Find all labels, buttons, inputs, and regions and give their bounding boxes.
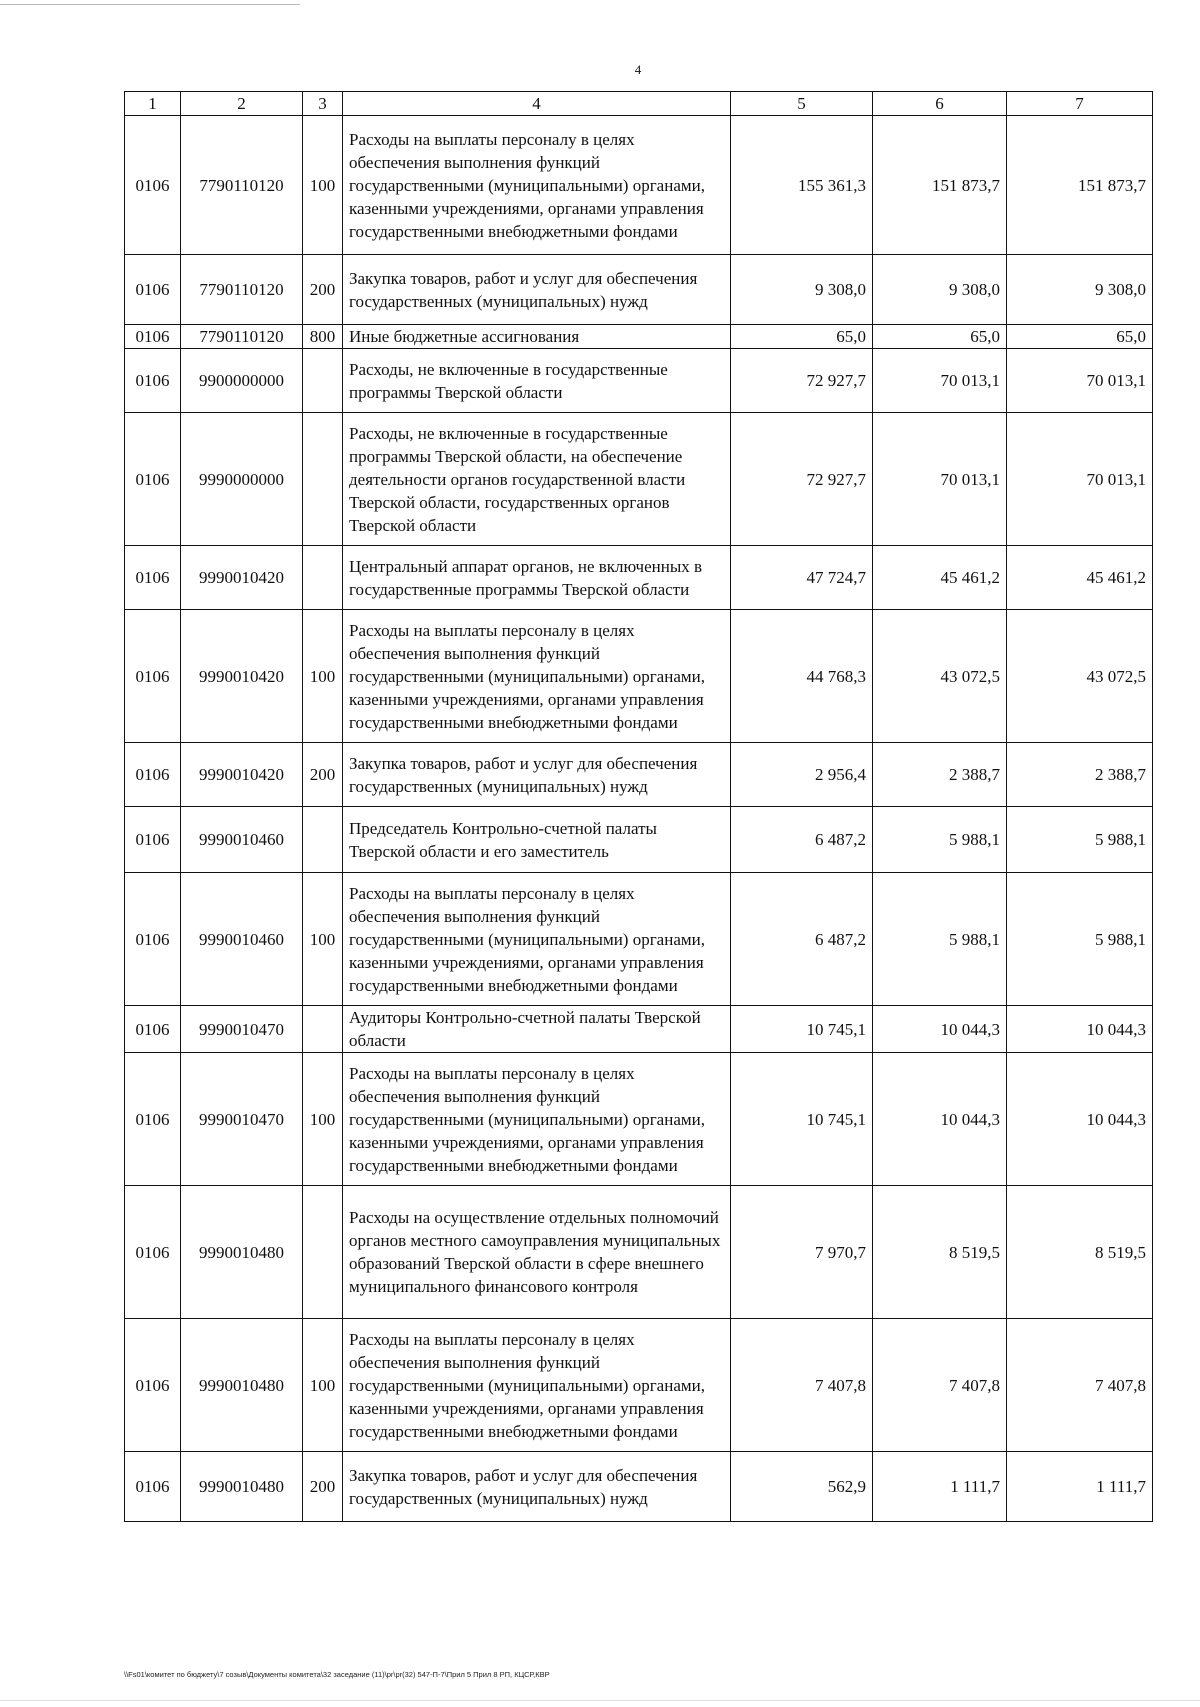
cell-amount-col-5: 47 724,7 [731, 546, 873, 610]
table-row [125, 116, 1153, 255]
cell-description: Расходы на выплаты персоналу в целях обеспечения выполнения функций государственными (муниципальными) органами, казенными учреждениями, органами управления государственными внебюджетными фондами [343, 873, 731, 1006]
cell-amount-col-6: 2 388,7 [873, 743, 1007, 807]
scan-artifact-bottom [0, 1700, 1200, 1701]
cell-amount-col-6: 10 044,3 [873, 1006, 1007, 1053]
cell-target-article-code: 9990010460 [181, 807, 303, 873]
cell-expense-type-code [303, 807, 343, 873]
table-row [125, 743, 1153, 807]
cell-target-article-code: 9990010470 [181, 1053, 303, 1186]
cell-target-article-code: 9990010480 [181, 1452, 303, 1522]
cell-amount-col-6: 151 873,7 [873, 116, 1007, 255]
cell-expense-type-code: 200 [303, 743, 343, 807]
cell-amount-col-5: 6 487,2 [731, 807, 873, 873]
cell-amount-col-7: 70 013,1 [1007, 349, 1153, 413]
cell-section-code: 0106 [125, 413, 181, 546]
cell-expense-type-code: 100 [303, 873, 343, 1006]
header-col-4: 4 [343, 92, 731, 116]
scan-artifact-top [0, 4, 300, 5]
cell-amount-col-5: 44 768,3 [731, 610, 873, 743]
cell-amount-col-6: 70 013,1 [873, 349, 1007, 413]
cell-section-code: 0106 [125, 1452, 181, 1522]
header-row [125, 92, 1153, 116]
table-row [125, 1452, 1153, 1522]
cell-description: Расходы на выплаты персоналу в целях обеспечения выполнения функций государственными (муниципальными) органами, казенными учреждениями, органами управления государственными внебюджетными фондами [343, 1053, 731, 1186]
cell-section-code: 0106 [125, 349, 181, 413]
cell-amount-col-5: 65,0 [731, 325, 873, 349]
footer-file-path: \\Fs01\комитет по бюджету\7 созыв\Документы комитета\32 заседание (11)\pr\pr(32) 547-П-7\Прил 5 Прил 8 РП, КЦСР,КВР [124, 1670, 550, 1679]
table-row [125, 1186, 1153, 1319]
cell-amount-col-5: 72 927,7 [731, 413, 873, 546]
table-body [125, 116, 1153, 1522]
cell-description: Расходы на выплаты персоналу в целях обеспечения выполнения функций государственными (муниципальными) органами, казенными учреждениями, органами управления государственными внебюджетными фондами [343, 1319, 731, 1452]
cell-amount-col-7: 70 013,1 [1007, 413, 1153, 546]
cell-amount-col-7: 1 111,7 [1007, 1452, 1153, 1522]
cell-amount-col-6: 45 461,2 [873, 546, 1007, 610]
cell-amount-col-7: 10 044,3 [1007, 1053, 1153, 1186]
table-row [125, 546, 1153, 610]
table-row [125, 873, 1153, 1006]
cell-section-code: 0106 [125, 1319, 181, 1452]
cell-expense-type-code: 200 [303, 255, 343, 325]
cell-section-code: 0106 [125, 255, 181, 325]
cell-amount-col-5: 7 970,7 [731, 1186, 873, 1319]
cell-section-code: 0106 [125, 1053, 181, 1186]
header-col-3: 3 [303, 92, 343, 116]
cell-amount-col-6: 1 111,7 [873, 1452, 1007, 1522]
cell-expense-type-code [303, 1006, 343, 1053]
cell-target-article-code: 9990010470 [181, 1006, 303, 1053]
table-row [125, 1319, 1153, 1452]
cell-amount-col-7: 45 461,2 [1007, 546, 1153, 610]
cell-expense-type-code: 800 [303, 325, 343, 349]
cell-expense-type-code: 100 [303, 610, 343, 743]
cell-section-code: 0106 [125, 873, 181, 1006]
cell-amount-col-5: 72 927,7 [731, 349, 873, 413]
cell-amount-col-5: 7 407,8 [731, 1319, 873, 1452]
cell-amount-col-5: 10 745,1 [731, 1006, 873, 1053]
table-row [125, 610, 1153, 743]
cell-section-code: 0106 [125, 1186, 181, 1319]
cell-expense-type-code [303, 1186, 343, 1319]
table-row [125, 1053, 1153, 1186]
cell-description: Расходы на выплаты персоналу в целях обеспечения выполнения функций государственными (муниципальными) органами, казенными учреждениями, органами управления государственными внебюджетными фондами [343, 116, 731, 255]
cell-description: Расходы, не включенные в государственные программы Тверской области [343, 349, 731, 413]
cell-expense-type-code [303, 349, 343, 413]
cell-target-article-code: 9990010480 [181, 1186, 303, 1319]
cell-target-article-code: 9990010480 [181, 1319, 303, 1452]
cell-target-article-code: 9990010420 [181, 546, 303, 610]
cell-expense-type-code: 100 [303, 1053, 343, 1186]
cell-section-code: 0106 [125, 1006, 181, 1053]
cell-amount-col-6: 43 072,5 [873, 610, 1007, 743]
cell-description: Расходы на осуществление отдельных полномочий органов местного самоуправления муниципальных образований Тверской области в сфере внешнего муниципального финансового контроля [343, 1186, 731, 1319]
cell-description: Закупка товаров, работ и услуг для обеспечения государственных (муниципальных) нужд [343, 1452, 731, 1522]
table-row [125, 349, 1153, 413]
cell-amount-col-6: 10 044,3 [873, 1053, 1007, 1186]
cell-expense-type-code: 100 [303, 1319, 343, 1452]
cell-amount-col-5: 6 487,2 [731, 873, 873, 1006]
cell-amount-col-7: 5 988,1 [1007, 873, 1153, 1006]
cell-section-code: 0106 [125, 610, 181, 743]
cell-amount-col-6: 65,0 [873, 325, 1007, 349]
cell-description: Иные бюджетные ассигнования [343, 325, 731, 349]
cell-target-article-code: 9990010460 [181, 873, 303, 1006]
cell-amount-col-6: 70 013,1 [873, 413, 1007, 546]
cell-amount-col-7: 151 873,7 [1007, 116, 1153, 255]
cell-description: Расходы, не включенные в государственные программы Тверской области, на обеспечение деятельности органов государственной власти Тверской области, государственных органов Тверской области [343, 413, 731, 546]
cell-amount-col-5: 562,9 [731, 1452, 873, 1522]
cell-description: Аудиторы Контрольно-счетной палаты Тверской области [343, 1006, 731, 1053]
budget-table [124, 91, 1153, 1522]
cell-expense-type-code [303, 413, 343, 546]
cell-amount-col-7: 5 988,1 [1007, 807, 1153, 873]
cell-target-article-code: 9990010420 [181, 610, 303, 743]
cell-amount-col-5: 2 956,4 [731, 743, 873, 807]
cell-target-article-code: 9990000000 [181, 413, 303, 546]
cell-amount-col-6: 5 988,1 [873, 807, 1007, 873]
cell-amount-col-6: 8 519,5 [873, 1186, 1007, 1319]
cell-target-article-code: 9900000000 [181, 349, 303, 413]
cell-description: Председатель Контрольно-счетной палаты Тверской области и его заместитель [343, 807, 731, 873]
cell-target-article-code: 7790110120 [181, 116, 303, 255]
cell-amount-col-5: 155 361,3 [731, 116, 873, 255]
header-col-2: 2 [181, 92, 303, 116]
cell-amount-col-7: 2 388,7 [1007, 743, 1153, 807]
header-col-7: 7 [1007, 92, 1153, 116]
cell-description: Закупка товаров, работ и услуг для обеспечения государственных (муниципальных) нужд [343, 255, 731, 325]
cell-section-code: 0106 [125, 546, 181, 610]
cell-amount-col-7: 7 407,8 [1007, 1319, 1153, 1452]
cell-amount-col-5: 9 308,0 [731, 255, 873, 325]
table-row [125, 1006, 1153, 1053]
cell-amount-col-7: 8 519,5 [1007, 1186, 1153, 1319]
cell-expense-type-code [303, 546, 343, 610]
cell-amount-col-7: 10 044,3 [1007, 1006, 1153, 1053]
cell-amount-col-6: 9 308,0 [873, 255, 1007, 325]
cell-amount-col-7: 9 308,0 [1007, 255, 1153, 325]
cell-target-article-code: 9990010420 [181, 743, 303, 807]
header-col-6: 6 [873, 92, 1007, 116]
table-row [125, 255, 1153, 325]
cell-target-article-code: 7790110120 [181, 255, 303, 325]
cell-section-code: 0106 [125, 325, 181, 349]
cell-target-article-code: 7790110120 [181, 325, 303, 349]
cell-expense-type-code: 200 [303, 1452, 343, 1522]
cell-section-code: 0106 [125, 116, 181, 255]
cell-amount-col-6: 5 988,1 [873, 873, 1007, 1006]
cell-amount-col-6: 7 407,8 [873, 1319, 1007, 1452]
cell-description: Закупка товаров, работ и услуг для обеспечения государственных (муниципальных) нужд [343, 743, 731, 807]
cell-expense-type-code: 100 [303, 116, 343, 255]
header-col-1: 1 [125, 92, 181, 116]
cell-section-code: 0106 [125, 743, 181, 807]
page-number: 4 [634, 62, 642, 77]
cell-section-code: 0106 [125, 807, 181, 873]
cell-description: Расходы на выплаты персоналу в целях обеспечения выполнения функций государственными (муниципальными) органами, казенными учреждениями, органами управления государственными внебюджетными фондами [343, 610, 731, 743]
table-row [125, 807, 1153, 873]
table-row [125, 413, 1153, 546]
cell-amount-col-7: 65,0 [1007, 325, 1153, 349]
table-row [125, 325, 1153, 349]
cell-amount-col-7: 43 072,5 [1007, 610, 1153, 743]
cell-description: Центральный аппарат органов, не включенных в государственные программы Тверской области [343, 546, 731, 610]
cell-amount-col-5: 10 745,1 [731, 1053, 873, 1186]
header-col-5: 5 [731, 92, 873, 116]
